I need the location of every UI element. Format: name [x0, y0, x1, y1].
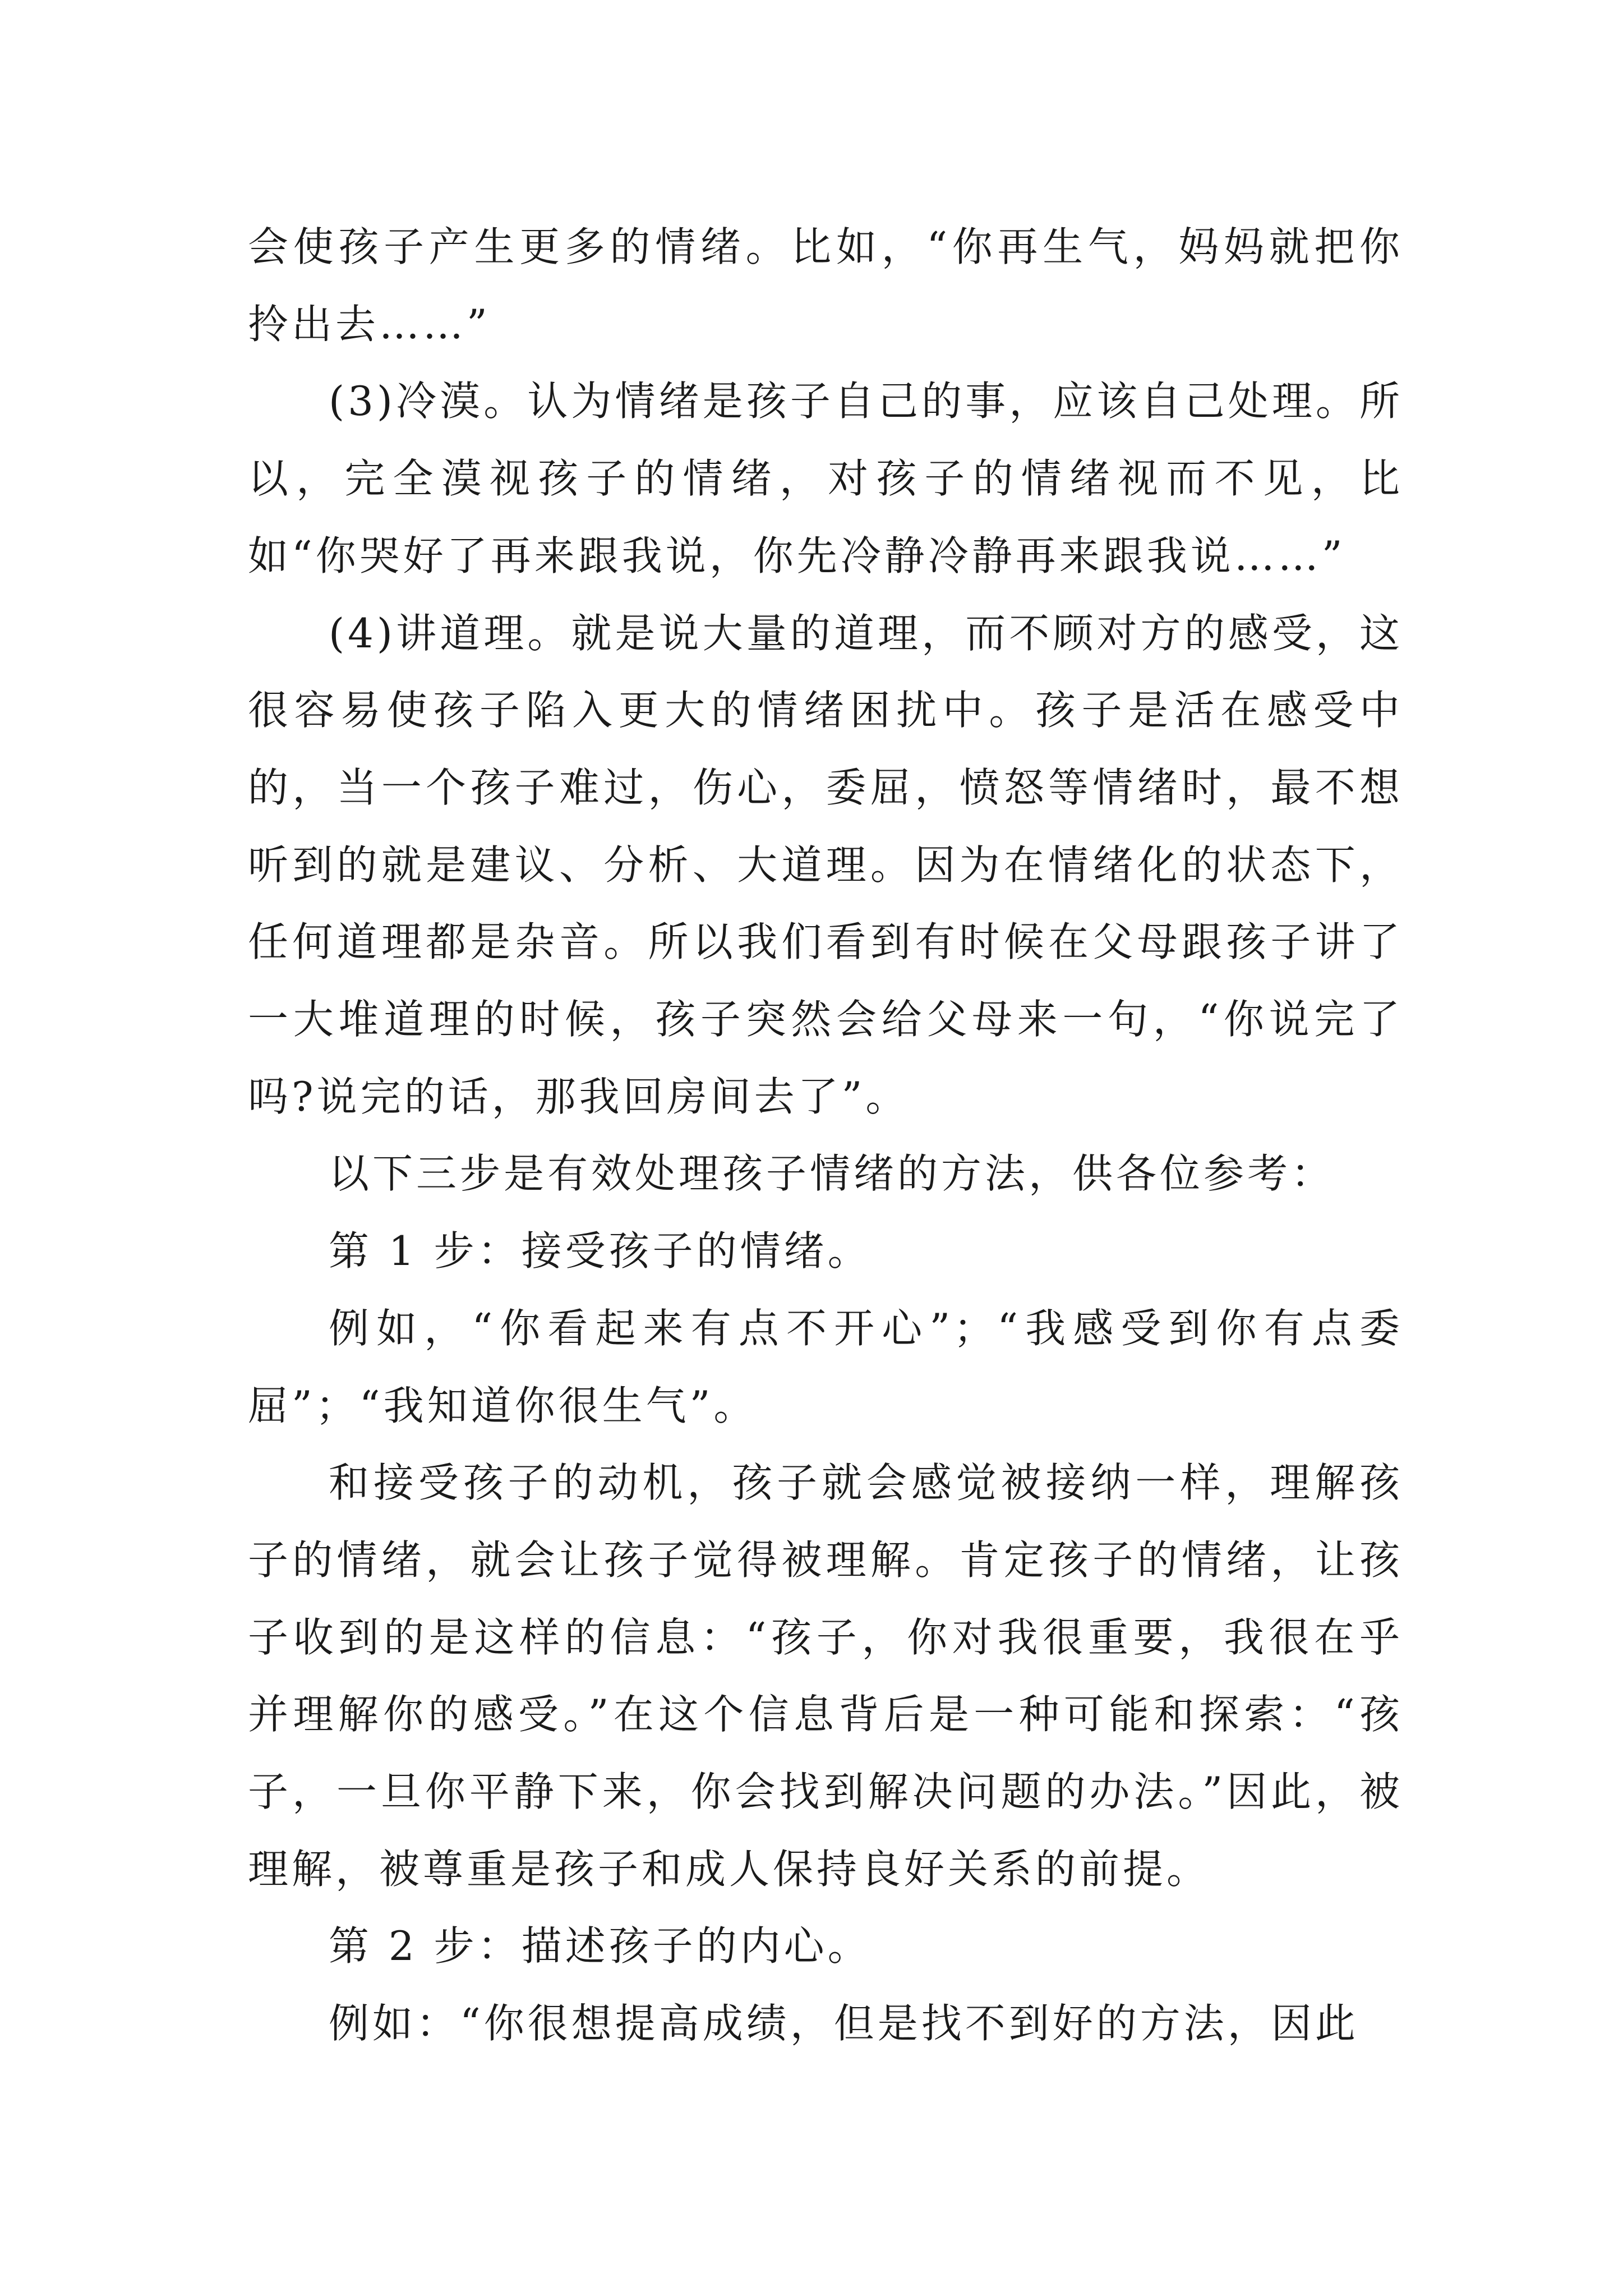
paragraph-step-1-heading: 第 1 步：接受孩子的情绪。 [329, 1227, 872, 1275]
document-body [248, 209, 1403, 2063]
paragraph-step-1-explanation: 和接受孩子的动机，孩子就会感觉被接纳一样，理解孩子的情绪，就会让孩子觉得被理解。肯定孩子的情绪，让孩子收到的是这样的信息：“孩子，你对我很重要，我很在乎并理解你的感受。”在这个信息背后是一种可能和探索：“孩子，一旦你平静下来，你会找到解决问题的办法。”因此，被理解，被尊重是孩子和成人保持良好关系的前提。 [248, 1459, 1403, 1893]
paragraph-step-1-example: 例如，“你看起来有点不开心”；“我感受到你有点委屈”；“我知道你很生气”。 [248, 1304, 1403, 1429]
paragraph-step-2-example: 例如：“你很想提高成绩，但是找不到好的方法，因此 [329, 2000, 1359, 2047]
paragraph-three-steps-intro: 以下三步是有效处理孩子情绪的方法，供各位参考： [329, 1150, 1335, 1198]
paragraph-step-2-heading: 第 2 步：描述孩子的内心。 [329, 1922, 872, 1970]
paragraph-reasoning: (4)讲道理。就是说大量的道理，而不顾对方的感受，这很容易使孩子陷入更大的情绪困扰中。孩子是活在感受中的，当一个孩子难过，伤心，委屈，愤怒等情绪时，最不想听到的就是建议、分析、大道理。因为在情绪化的状态下，任何道理都是杂音。所以我们看到有时候在父母跟孩子讲了一大堆道理的时候，孩子突然会给父母来一句，“你说完了吗?说完的话，那我回房间去了”。 [248, 609, 1403, 1120]
paragraph-coldness: (3)冷漠。认为情绪是孩子自己的事，应该自己处理。所以，完全漠视孩子的情绪，对孩子的情绪视而不见，比如“你哭好了再来跟我说，你先冷静冷静再来跟我说……” [248, 378, 1403, 579]
paragraph-continuation: 会使孩子产生更多的情绪。比如，“你再生气，妈妈就把你拎出去……” [248, 223, 1403, 348]
